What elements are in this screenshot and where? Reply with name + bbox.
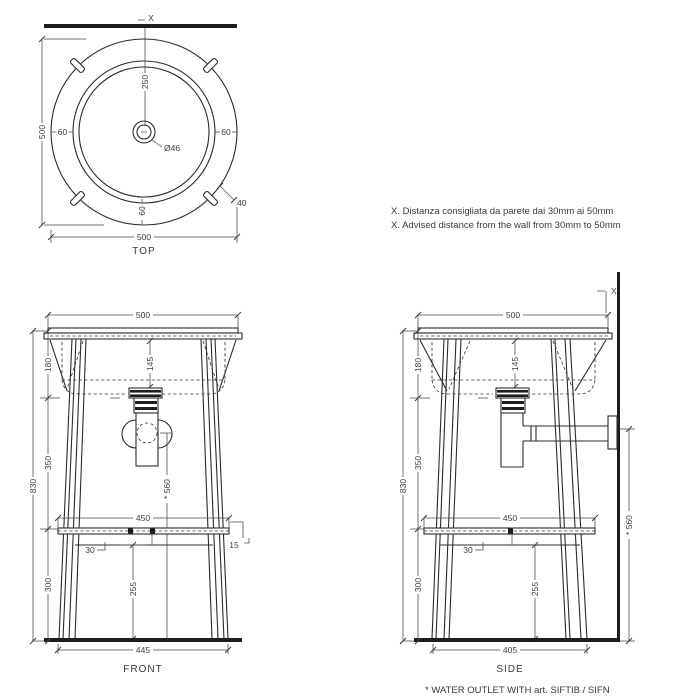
dim-shelf-to-floor: 255 <box>128 581 138 597</box>
wall-flange <box>608 416 617 449</box>
floor-line <box>44 638 242 642</box>
dim-lower-height: 300 <box>413 577 423 593</box>
dim-tab-width: 40 <box>237 198 247 208</box>
dim-shelf-thickness: 15 <box>229 540 239 550</box>
note-wall-distance-it: X. Distanza consigliata da parete dai 30mm ai 50mm <box>391 206 614 217</box>
dim-basin-depth: 145 <box>510 356 520 372</box>
tab-ne <box>203 58 219 74</box>
note-water-outlet: * WATER OUTLET WITH art. SIFTIB / SIFN <box>425 685 610 696</box>
dim-feet-width: 405 <box>502 645 518 655</box>
front-view-title: FRONT <box>123 664 163 675</box>
outlet-pipe <box>523 426 608 441</box>
legs <box>59 339 228 639</box>
dim-rim-bottom: 60 <box>137 206 147 216</box>
dim-top-width: 500 <box>135 310 151 320</box>
side-view-title: SIDE <box>496 664 524 675</box>
dim-drain: Ø46 <box>164 143 181 153</box>
dim-upper-height: 180 <box>43 357 53 373</box>
floor-line <box>414 638 620 642</box>
tab-sw <box>70 191 86 207</box>
dim-wall-distance: X <box>148 13 154 23</box>
dim-outlet-height: * 560 <box>624 515 634 535</box>
siphon <box>122 388 172 466</box>
dim-mid-height: 350 <box>413 455 423 471</box>
note-wall-distance-en: X. Advised distance from the wall from 30mm to 50mm <box>391 220 621 231</box>
wall-distance-notes <box>391 206 621 231</box>
trap-body <box>501 413 523 467</box>
dim-overall-height: 500 <box>37 124 47 140</box>
dim-basin-depth: 145 <box>145 356 155 372</box>
dim-top-width: 500 <box>505 310 521 320</box>
dim-shelf-to-floor: 255 <box>530 581 540 597</box>
tab-se <box>203 191 219 207</box>
dim-shelf-offset: 30 <box>463 545 473 555</box>
dim-center-to-wall: 250 <box>140 74 150 90</box>
dim-rim-left: 60 <box>57 127 68 137</box>
dim-upper-height: 180 <box>413 357 423 373</box>
countertop <box>418 328 608 333</box>
dim-total-height: 830 <box>28 478 38 494</box>
basin-hidden-outline <box>62 342 225 394</box>
dim-shelf-offset: 30 <box>85 545 95 555</box>
side-view <box>398 272 635 675</box>
dim-total-height: 830 <box>398 478 408 494</box>
countertop <box>48 328 238 333</box>
wall-line <box>44 24 237 28</box>
dim-shelf-width: 450 <box>135 513 151 523</box>
dim-overall-width: 500 <box>136 232 152 242</box>
legs <box>432 339 587 639</box>
tab-nw <box>70 58 86 74</box>
dim-shelf-width: 450 <box>502 513 518 523</box>
dim-feet-width: 445 <box>135 645 151 655</box>
top-view-title: TOP <box>132 246 156 257</box>
front-view <box>28 310 249 675</box>
dim-wall-distance: X <box>611 286 617 296</box>
top-view <box>37 13 247 257</box>
wall-line <box>617 272 620 642</box>
dim-outlet-height: * 560 <box>162 479 172 499</box>
dim-lower-height: 300 <box>43 577 53 593</box>
dim-mid-height: 350 <box>43 455 53 471</box>
dim-rim-right: 60 <box>221 127 231 137</box>
